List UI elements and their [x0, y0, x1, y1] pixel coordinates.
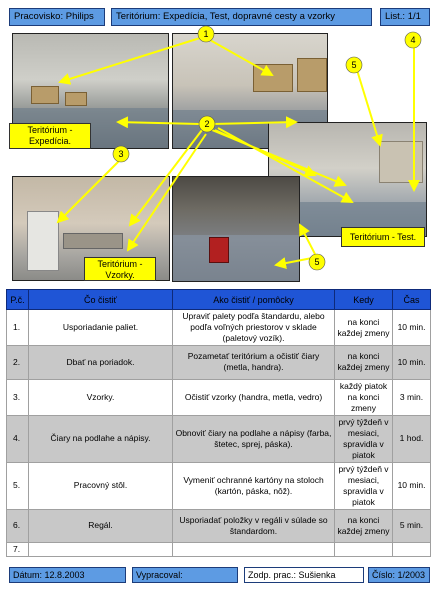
row-time: 10 min. — [393, 310, 431, 346]
table-header-row — [7, 290, 431, 310]
row-how: Usporiadať položky v regáli v súlade so štandardom. — [173, 509, 335, 543]
row-time: 3 min. — [393, 379, 431, 415]
sheet-field: List.: 1/1 — [380, 8, 430, 26]
row-time: 5 min. — [393, 509, 431, 543]
row-number: 1. — [7, 310, 29, 346]
row-how: Obnoviť čiary na podlahe a nápisy (farba, štetec, sprej, páska). — [173, 415, 335, 462]
row-number: 5. — [7, 462, 29, 509]
row-how: Očistiť vzorky (handra, metla, vedro) — [173, 379, 335, 415]
row-when: prvý týždeň v mesiaci, spravidla v piatok — [335, 462, 393, 509]
label-samples: Teritórium - Vzorky. — [84, 257, 156, 281]
row-when: na konci každej zmeny — [335, 346, 393, 380]
callout-overlay — [0, 0, 436, 285]
marker-3-label: 3 — [118, 149, 124, 159]
row-how — [173, 543, 335, 557]
label-expedition: Teritórium - Expedícia. — [9, 123, 91, 149]
responsible-field: Zodp. prac.: Sušienka — [244, 567, 364, 583]
col-time: Čas — [393, 290, 431, 310]
row-what: Dbať na poriadok. — [29, 346, 173, 380]
row-when: na konci každej zmeny — [335, 310, 393, 346]
row-number: 4. — [7, 415, 29, 462]
row-what — [29, 543, 173, 557]
row-what: Pracovný stôl. — [29, 462, 173, 509]
table-row — [7, 310, 431, 346]
row-when: na konci každej zmeny — [335, 509, 393, 543]
row-how: Vymeniť ochranné kartóny na stoloch (kartón, páska, nôž). — [173, 462, 335, 509]
table-row — [7, 462, 431, 509]
table-row — [7, 543, 431, 557]
row-when — [335, 543, 393, 557]
row-when: každý piatok na konci zmeny — [335, 379, 393, 415]
territory-field: Teritórium: Expedícia, Test, dopravné cesty a vzorky — [111, 8, 372, 26]
date-field: Dátum: 12.8.2003 — [9, 567, 126, 583]
label-test: Teritórium - Test. — [341, 227, 425, 247]
col-when: Kedy — [335, 290, 393, 310]
row-what: Vzorky. — [29, 379, 173, 415]
row-time: 1 hod. — [393, 415, 431, 462]
marker-5-top-label: 5 — [351, 60, 357, 70]
row-when: prvý týždeň v mesiaci, spravidla v piatok — [335, 415, 393, 462]
row-number: 3. — [7, 379, 29, 415]
row-number: 2. — [7, 346, 29, 380]
col-what: Čo čistiť — [29, 290, 173, 310]
document-number-field: Číslo: 1/2003 — [368, 567, 430, 583]
marker-1-label: 1 — [203, 29, 209, 39]
prepared-by-field: Vypracoval: — [132, 567, 238, 583]
row-number: 7. — [7, 543, 29, 557]
marker-5-bottom-label: 5 — [314, 257, 320, 267]
row-what: Regál. — [29, 509, 173, 543]
cleaning-table — [6, 289, 431, 557]
workplace-field: Pracovisko: Philips — [9, 8, 105, 26]
row-what: Usporiadanie paliet. — [29, 310, 173, 346]
row-number: 6. — [7, 509, 29, 543]
row-time: 10 min. — [393, 462, 431, 509]
table-row — [7, 346, 431, 380]
col-number: P.č. — [7, 290, 29, 310]
marker-2-label: 2 — [204, 119, 210, 129]
row-what: Čiary na podlahe a nápisy. — [29, 415, 173, 462]
row-how: Upraviť palety podľa štandardu, alebo podľa voľných priestorov v sklade (paletový vozík). — [173, 310, 335, 346]
row-time: 10 min. — [393, 346, 431, 380]
col-how: Ako čistiť / pomôcky — [173, 290, 335, 310]
row-how: Pozametať teritórium a očistiť čiary (metla, handra). — [173, 346, 335, 380]
table-row — [7, 415, 431, 462]
table-row — [7, 509, 431, 543]
row-time — [393, 543, 431, 557]
table-row — [7, 379, 431, 415]
marker-4-label: 4 — [410, 35, 416, 45]
